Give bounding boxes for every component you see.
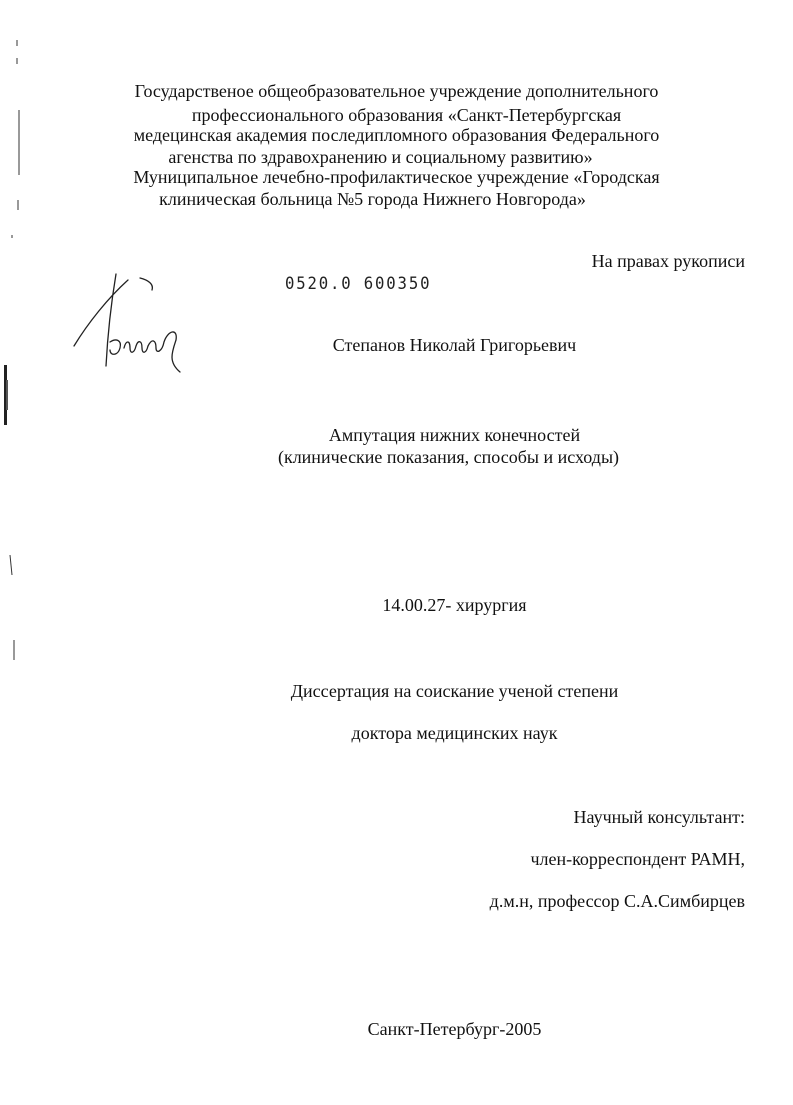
specialty-code: 14.00.27- хирургия (382, 595, 527, 615)
city-year: Санкт-Петербург-2005 (367, 1019, 542, 1039)
institution-line-2: профессионального образования «Санкт-Петербургская (191, 105, 622, 125)
consultant-name: д.м.н, профессор С.А.Симбирцев (489, 891, 745, 911)
dissertation-title: Ампутация нижних конечностей (328, 425, 581, 445)
author-name: Степанов Николай Григорьевич (332, 335, 577, 355)
dissertation-subtitle: (клинические показания, способы и исходы) (277, 447, 620, 467)
institution-line-5: Муниципальное лечебно-профилактическое учреждение «Городская (133, 167, 660, 187)
degree-line-2: доктора медицинских наук (351, 723, 558, 743)
handwritten-signature-icon (68, 268, 198, 378)
consultant-title: член-корреспондент РАМН, (530, 849, 745, 869)
degree-line-1: Диссертация на соискание ученой степени (290, 681, 619, 701)
consultant-label: Научный консультант: (573, 807, 745, 827)
manuscript-rights-note: На правах рукописи (591, 251, 745, 271)
institution-line-4: агенства по здравохранению и социальному развитию» (168, 147, 593, 167)
institution-line-1: Государственое общеобразовательное учреждение дополнительного (134, 81, 659, 101)
registration-number: 0520.0 600350 (285, 274, 432, 294)
institution-line-3: медецинская академия последипломного образования Федерального (133, 125, 660, 145)
institution-line-6: клиническая больница №5 города Нижнего Новгорода» (159, 189, 586, 209)
